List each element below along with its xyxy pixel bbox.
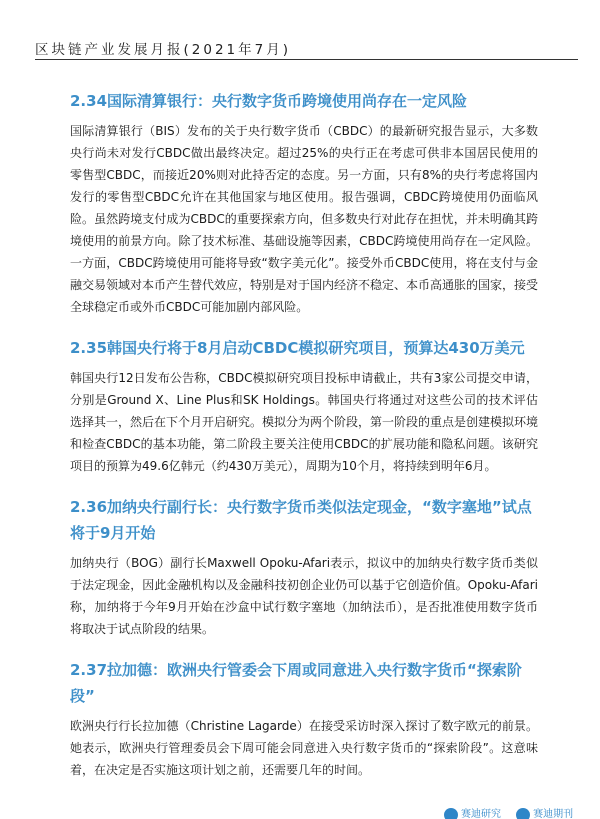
section-2-36 (70, 494, 538, 640)
section-body: 国际清算银行（BIS）发布的关于央行数字货币（CBDC）的最新研究报告显示，大多数央行尚未对发行CBDC做出最终决定。超过25%的央行正在考虑可供非本国居民使用的零售型CBDC，而接近20%则对此持否定的态度。另一方面，只有8%的央行考虑将国内发行的零售型CBDC允许在其他国家与地区使用。报告强调，CBDC跨境使用仍面临风险。虽然跨境支付成为CBDC的重要探索方向，但多数央行对此存在担忧，并未明确其跨境使用的前景方向。除了技术标准、基础设施等因素，CBDC跨境使用尚存在一定风险。一方面，CBDC跨境使用可能将导致“数字美元化”。接受外币CBDC使用，将在支付与金融交易领域对本币产生替代效应，特别是对于国内经济不稳定、本币高通胀的国家，接受全球稳定币或外币CBDC可能加剧内部风险。 (70, 124, 539, 314)
report-title: 区块链产业发展月报(2021年7月) (35, 42, 291, 58)
logo-mark-icon (444, 808, 458, 819)
footer-logo-2 (516, 808, 573, 819)
article-content (70, 88, 538, 798)
section-heading: 2.35韩国央行将于8月启动CBDC模拟研究项目，预算达430万美元 (70, 339, 525, 357)
section-body: 加纳央行（BOG）副行长Maxwell Opoku-Afari表示，拟议中的加纳央行数字货币类似于法定现金，因此金融机构以及金融科技初创企业仍可以基于它创造价值。Opoku-Afari称，加纳将于今年9月开始在沙盒中试行数字塞地（加纳法币），是否批准使用数字货币将取决于试点阶段的结果。 (70, 556, 538, 636)
header-divider (35, 59, 578, 60)
section-heading: 2.36加纳央行副行长：央行数字货币类似法定现金，“数字塞地”试点将于9月开始 (70, 498, 532, 542)
section-body: 欧洲央行行长拉加德（Christine Lagarde）在接受采访时深入探讨了数字欧元的前景。她表示，欧洲央行管理委员会下周可能会同意进入央行数字货币的“探索阶段”。这意味着，在决定是否实施这项计划之前，还需要几年的时间。 (70, 719, 538, 777)
footer-logo-1-text: 赛迪研究 (461, 809, 501, 819)
footer-logo-2-text: 赛迪期刊 (533, 809, 574, 819)
section-heading: 2.34国际清算银行：央行数字货币跨境使用尚存在一定风险 (70, 92, 468, 110)
footer-logo-1 (444, 808, 501, 819)
logo-mark-icon (516, 808, 530, 819)
section-body: 韩国央行12日发布公告称，CBDC模拟研究项目投标申请截止，共有3家公司提交申请，分别是Ground X、Line Plus和SK Holdings。韩国央行将通过对这些公司的技术评估选择其一，然后在下个月开启研究。模拟分为两个阶段，第一阶段的重点是创建模拟环境和检查CBDC的基本功能，第二阶段主要关注使用CBDC的扩展功能和隐私问题。该研究项目的预算为49.6亿韩元（约430万美元），周期为10个月，将持续到明年6月。 (70, 371, 539, 473)
section-2-37 (70, 657, 538, 781)
footer-logos (444, 808, 583, 819)
section-heading: 2.37拉加德：欧洲央行管委会下周或同意进入央行数字货币“探索阶段” (70, 661, 522, 705)
page-header (0, 0, 600, 62)
section-2-35 (70, 335, 538, 477)
section-2-34 (70, 88, 538, 318)
